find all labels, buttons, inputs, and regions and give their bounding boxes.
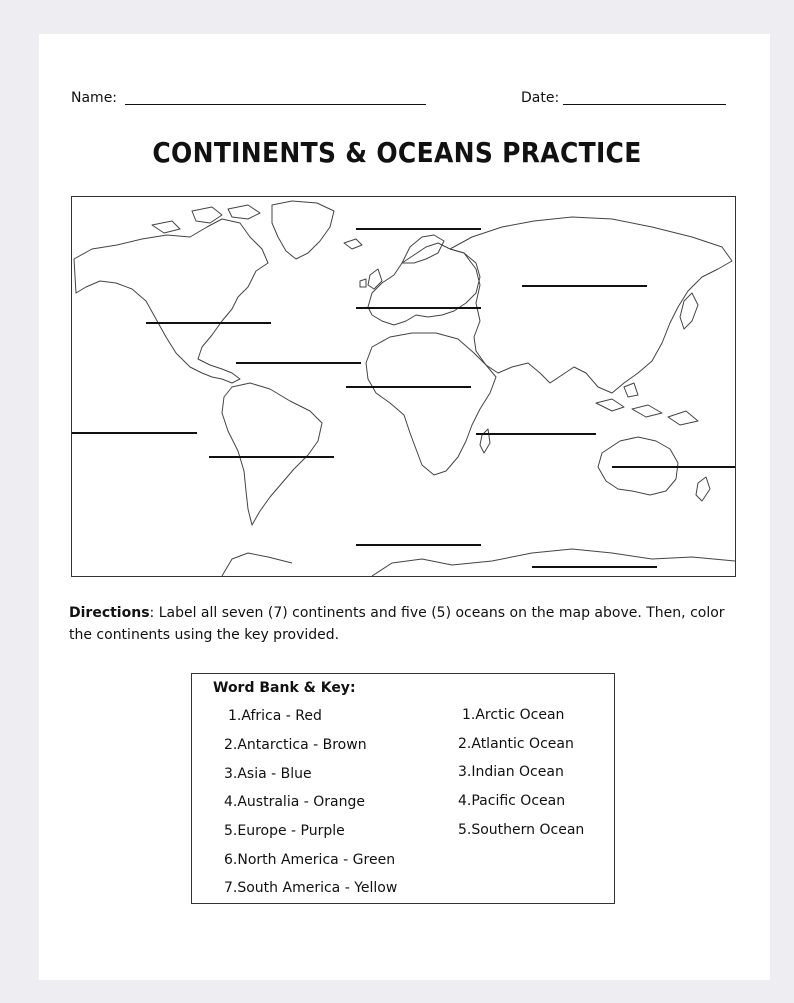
date-label: Date: xyxy=(521,90,560,106)
continent-item: 7.South America - Yellow xyxy=(224,880,398,896)
ocean-item: 4.Pacific Ocean xyxy=(458,793,566,809)
africa-outline xyxy=(366,333,496,475)
name-label: Name: xyxy=(71,90,118,106)
continent-item: 4.Australia - Orange xyxy=(224,794,365,810)
continent-item: 2.Antarctica - Brown xyxy=(224,737,367,753)
madagascar-outline xyxy=(480,429,490,453)
directions-lead: Directions xyxy=(69,605,150,621)
europe-outline xyxy=(368,243,480,325)
ocean-item: 1.Arctic Ocean xyxy=(462,707,565,723)
continent-item: 6.North America - Green xyxy=(224,852,396,868)
north-america-outline xyxy=(74,219,268,383)
iceland-outline xyxy=(344,239,362,249)
antarctica-outline xyxy=(222,549,735,576)
directions-text xyxy=(69,602,739,646)
ocean-item: 5.Southern Ocean xyxy=(458,822,585,838)
new-zealand-outline xyxy=(696,477,710,501)
ocean-item: 2.Atlantic Ocean xyxy=(458,736,574,752)
directions-body: : Label all seven (7) continents and five (5) oceans on the map above. Then, color the continents using the key provided. xyxy=(69,605,725,643)
ocean-item: 3.Indian Ocean xyxy=(458,764,564,780)
japan-outline xyxy=(680,293,698,329)
page-title: CONTINENTS & OCEANS PRACTICE xyxy=(152,136,642,169)
continent-item: 1.Africa - Red xyxy=(228,708,322,724)
word-bank-box xyxy=(191,673,615,904)
south-america-outline xyxy=(222,383,322,525)
name-field-line[interactable] xyxy=(125,104,426,105)
asia-outline xyxy=(450,217,732,393)
word-bank-title: Word Bank & Key: xyxy=(213,680,356,696)
continent-item: 5.Europe - Purple xyxy=(224,823,345,839)
continent-item: 3.Asia - Blue xyxy=(224,766,312,782)
world-map-outline xyxy=(72,197,735,576)
date-field-line[interactable] xyxy=(563,104,726,105)
world-map xyxy=(71,196,736,577)
southeast-asia-islands-outline xyxy=(596,383,698,425)
greenland-outline xyxy=(272,201,334,259)
